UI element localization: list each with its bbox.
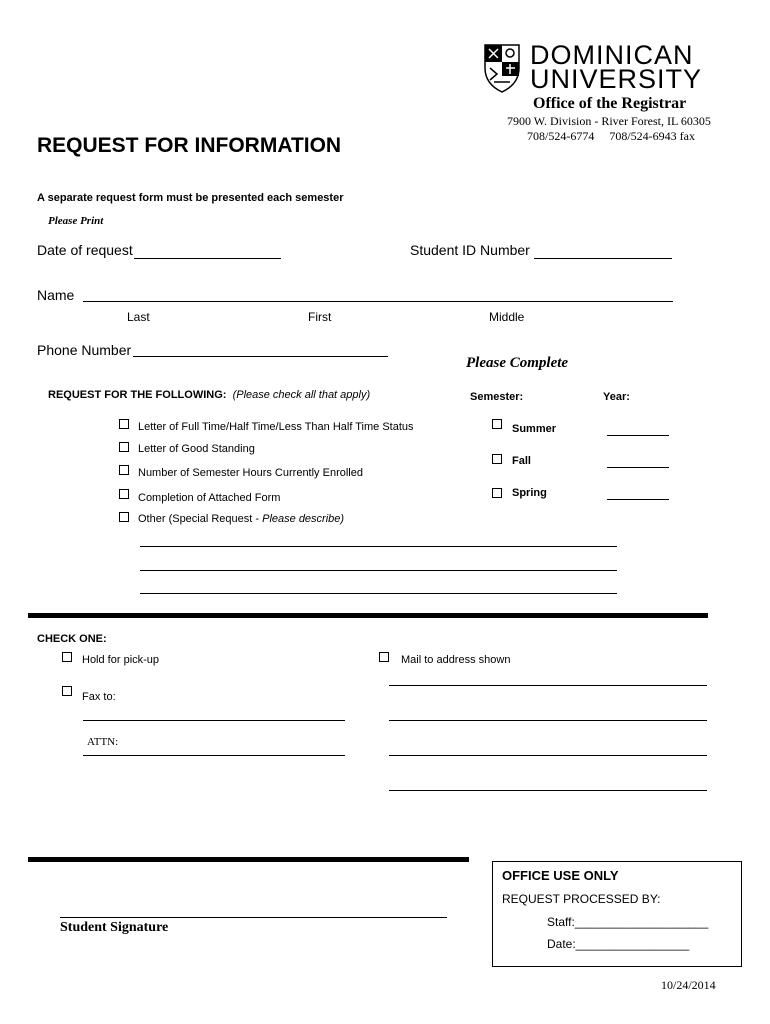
please-complete: Please Complete: [466, 355, 569, 371]
signature-divider: [28, 857, 469, 862]
fall-year-field[interactable]: [607, 467, 669, 468]
fax-number-field[interactable]: [83, 720, 345, 721]
spring-year-field[interactable]: [607, 499, 669, 500]
phone-number-label: Phone Number: [37, 342, 132, 358]
phone-number-field[interactable]: [133, 356, 388, 357]
mail-address-line[interactable]: [389, 755, 707, 756]
student-id-label: Student ID Number: [410, 242, 530, 258]
checkbox-other-request[interactable]: [119, 512, 129, 522]
name-first-caption: First: [308, 310, 332, 324]
mail-address-label: Mail to address shown: [401, 654, 511, 666]
staff-field: Staff:____________________: [547, 915, 709, 929]
date-of-request-field[interactable]: [134, 258, 281, 259]
request-heading: [48, 389, 370, 401]
date-of-request-label: Date of request: [37, 242, 133, 258]
semester-option-label: Fall: [512, 455, 531, 467]
office-address: 7900 W. Division - River Forest, IL 60305: [507, 114, 711, 128]
student-signature-label: Student Signature: [60, 920, 169, 935]
section-divider: [28, 613, 708, 618]
semester-option-label: Spring: [512, 487, 547, 499]
summer-year-field[interactable]: [607, 435, 669, 436]
logo-line-1: DOMINICAN: [530, 40, 694, 70]
fax-label: Fax to:: [82, 691, 116, 703]
other-label-note: Please describe): [262, 513, 345, 525]
checkbox-semester-hours[interactable]: [119, 465, 129, 475]
checkbox-fax[interactable]: [62, 686, 72, 696]
other-request-label: [138, 513, 344, 525]
request-heading-text: REQUEST FOR THE FOLLOWING:: [48, 389, 227, 401]
form-title: REQUEST FOR INFORMATION: [37, 134, 342, 157]
other-label-text: Other (Special Request -: [138, 513, 263, 525]
description-line[interactable]: [140, 593, 617, 594]
request-item-label: Letter of Good Standing: [138, 443, 255, 455]
semester-label: Semester:: [470, 391, 524, 403]
name-last-caption: Last: [127, 310, 150, 324]
name-middle-caption: Middle: [489, 310, 525, 324]
student-id-field[interactable]: [534, 258, 672, 259]
request-item-label: Letter of Full Time/Half Time/Less Than Half Time Status: [138, 421, 414, 433]
name-label: Name: [37, 287, 75, 303]
mail-address-line[interactable]: [389, 685, 707, 686]
request-heading-note: (Please check all that apply): [232, 389, 371, 401]
name-field[interactable]: [83, 301, 673, 302]
mail-address-line[interactable]: [389, 790, 707, 791]
office-phones: 708/524-6774 708/524-6943 fax: [527, 129, 695, 143]
description-line[interactable]: [140, 546, 617, 547]
attn-field[interactable]: [83, 755, 345, 756]
request-item-label: Completion of Attached Form: [138, 492, 281, 504]
check-one-heading: CHECK ONE:: [37, 633, 107, 645]
checkbox-good-standing[interactable]: [119, 442, 129, 452]
processed-by-label: REQUEST PROCESSED BY:: [502, 892, 661, 906]
logo-line-2: UNIVERSITY: [530, 64, 703, 94]
university-seal-icon: [482, 42, 522, 94]
office-date-field: Date:_________________: [547, 937, 690, 951]
office-use-title: OFFICE USE ONLY: [502, 868, 619, 883]
checkbox-summer[interactable]: [492, 419, 502, 429]
year-label: Year:: [603, 391, 630, 403]
office-name: Office of the Registrar: [533, 95, 687, 112]
attn-label: ATTN:: [87, 736, 119, 748]
mail-address-line[interactable]: [389, 720, 707, 721]
checkbox-spring[interactable]: [492, 488, 502, 498]
form-revision-date: 10/24/2014: [661, 978, 716, 992]
checkbox-mail-address[interactable]: [379, 652, 389, 662]
please-print: Please Print: [48, 215, 104, 227]
checkbox-hold-pickup[interactable]: [62, 652, 72, 662]
signature-field[interactable]: [60, 917, 447, 918]
request-item-label: Number of Semester Hours Currently Enrolled: [138, 467, 363, 479]
description-line[interactable]: [140, 570, 617, 571]
office-use-box: [492, 861, 742, 967]
semester-note: A separate request form must be presented each semester: [37, 192, 344, 204]
checkbox-fall[interactable]: [492, 454, 502, 464]
checkbox-full-time-status[interactable]: [119, 419, 129, 429]
hold-pickup-label: Hold for pick-up: [82, 654, 160, 666]
checkbox-attached-form[interactable]: [119, 489, 129, 499]
semester-option-label: Summer: [512, 423, 557, 435]
